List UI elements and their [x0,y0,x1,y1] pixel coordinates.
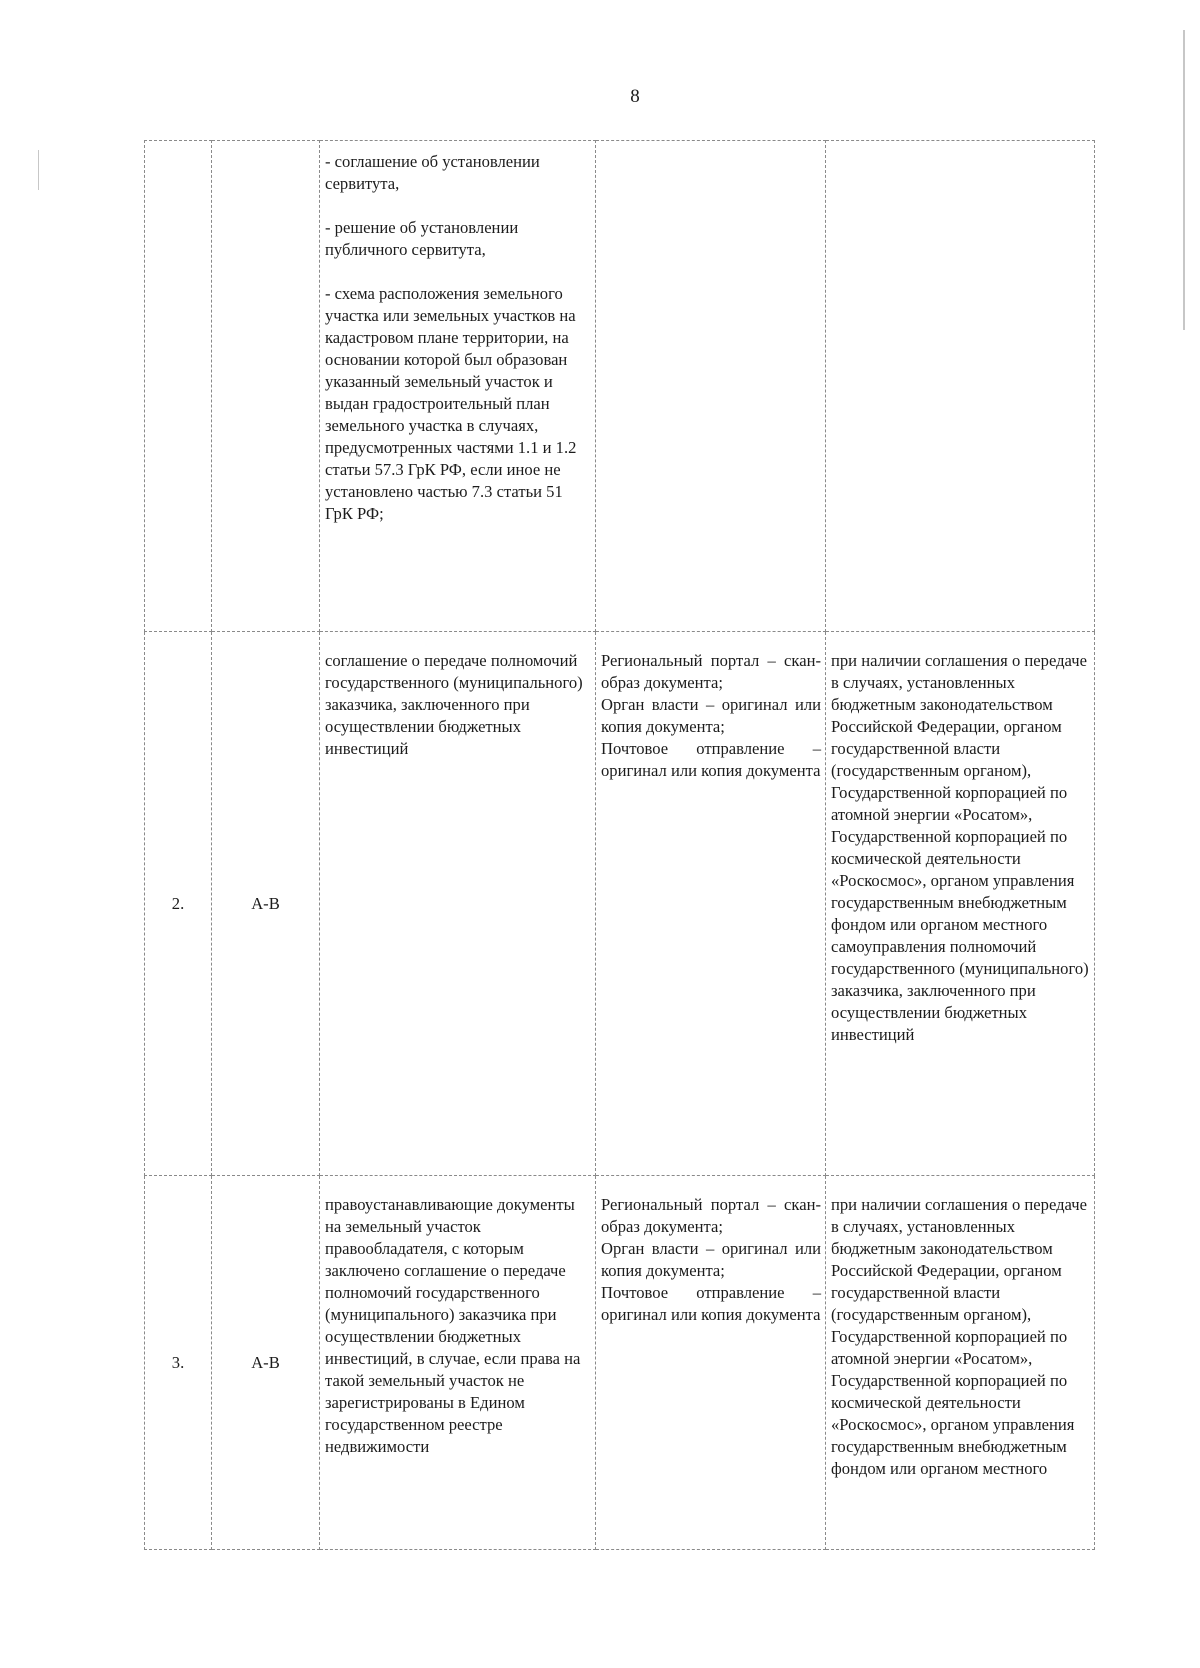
table-row [145,141,1095,632]
document-item: правоустанавливающие документы на земельный участок правообладателя, с которым заключено соглашение о передаче полномочий государственного (муниципального) заказчика при осуществлении бюджетных инвестиций, в случае, если права на такой земельный участок не зарегистрированы в Едином государственном реестре недвижимости [325,1195,581,1456]
scan-edge-mark [38,150,39,190]
documents-cell [320,1176,596,1550]
page-number: 8 [630,86,640,107]
documents-cell [320,632,596,1176]
documents-cell [320,141,596,632]
table-row [145,632,1095,1176]
submission-item: Почтовое отправление – оригинал или копия документа [601,739,821,780]
document-item: - решение об установлении публичного сервитута, [325,218,519,259]
submission-item: Орган власти – оригинал или копия документа; [601,695,821,736]
submission-item: Региональный портал – скан-образ документа; [601,1195,821,1236]
row-number-cell [145,141,212,632]
document-item: - соглашение об установлении сервитута, [325,152,540,193]
document-item: - схема расположения земельного участка или земельных участков на кадастровом плане территории, на основании которой был образован указанный земельный участок и выдан градостроительный план земельного участка в случаях, предусмотренных частями 1.1 и 1.2 статьи 57.3 ГрК РФ, если иное не установлено частью 7.3 статьи 51 ГрК РФ; [325,284,577,523]
submission-cell [596,141,826,632]
requirements-table [144,140,1095,1550]
document-item: соглашение о передаче полномочий государственного (муниципального) заказчика, заключенного при осуществлении бюджетных инвестиций [325,651,583,758]
scan-edge-mark [1183,30,1185,330]
row-number-cell: 2. [145,632,212,1176]
row-code-cell: А-В [212,632,320,1176]
submission-item: Почтовое отправление – оригинал или копия документа [601,1283,821,1324]
submission-cell [596,632,826,1176]
submission-item: Региональный портал – скан-образ документа; [601,651,821,692]
conditions-cell: при наличии соглашения о передаче в случаях, установленных бюджетным законодательством Российской Федерации, органом государственной власти (государственным органом), Государственной корпорацией по атомной энергии «Росатом», Государственной корпорацией по космической деятельности «Роскосмос», органом управления государственным внебюджетным фондом или органом местного самоуправления полномочий государственного (муниципального) заказчика, заключенного при осуществлении бюджетных инвестиций [826,632,1095,1176]
submission-item: Орган власти – оригинал или копия документа; [601,1239,821,1280]
row-number-cell: 3. [145,1176,212,1550]
table-row [145,1176,1095,1550]
row-code-cell [212,141,320,632]
conditions-cell [826,141,1095,632]
row-code-cell: А-В [212,1176,320,1550]
conditions-cell: при наличии соглашения о передаче в случаях, установленных бюджетным законодательством Российской Федерации, органом государственной власти (государственным органом), Государственной корпорацией по атомной энергии «Росатом», Государственной корпорацией по космической деятельности «Роскосмос», органом управления государственным внебюджетным фондом или органом местного [826,1176,1095,1550]
submission-cell [596,1176,826,1550]
